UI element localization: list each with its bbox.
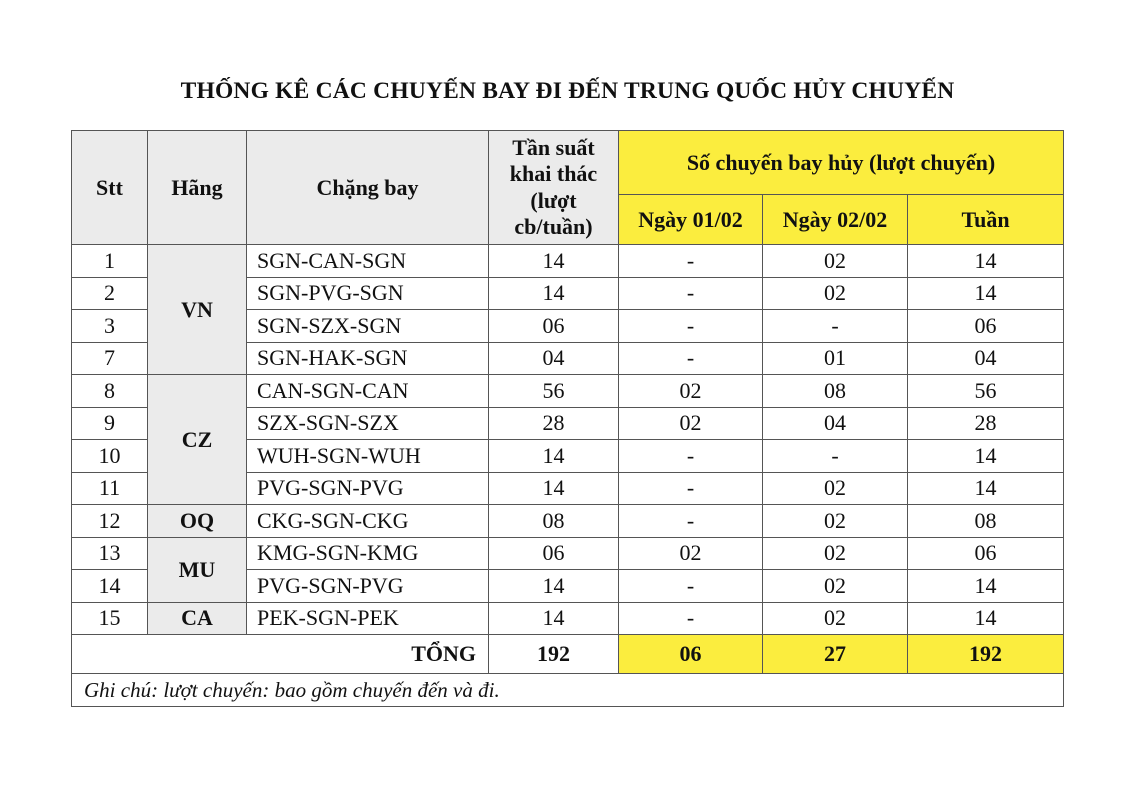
stt-header: Stt xyxy=(72,131,148,245)
stt-cell: 3 xyxy=(72,310,148,343)
route-cell: KMG-SGN-KMG xyxy=(247,537,489,570)
table-row xyxy=(72,245,1064,278)
day2-cell: 02 xyxy=(763,277,908,310)
day1-cell: - xyxy=(619,245,763,278)
note-text: Ghi chú: lượt chuyến: bao gồm chuyến đến và đi. xyxy=(72,674,1064,707)
day1-cell: - xyxy=(619,277,763,310)
day1-cell: - xyxy=(619,472,763,505)
route-header: Chặng bay xyxy=(247,131,489,245)
frequency-cell: 08 xyxy=(489,505,619,538)
day1-cell: - xyxy=(619,570,763,603)
route-cell: PVG-SGN-PVG xyxy=(247,570,489,603)
day2-cell: - xyxy=(763,440,908,473)
route-cell: SGN-PVG-SGN xyxy=(247,277,489,310)
table-row xyxy=(72,602,1064,635)
day1-cell: - xyxy=(619,602,763,635)
day1-header: Ngày 01/02 xyxy=(619,195,763,245)
week-header: Tuần xyxy=(908,195,1064,245)
airline-cell: CA xyxy=(148,602,247,635)
route-cell: SGN-SZX-SGN xyxy=(247,310,489,343)
total-row xyxy=(72,635,1064,674)
day1-cell: 02 xyxy=(619,375,763,408)
frequency-cell: 14 xyxy=(489,570,619,603)
week-cell: 56 xyxy=(908,375,1064,408)
day2-cell: 02 xyxy=(763,505,908,538)
day2-cell: 01 xyxy=(763,342,908,375)
table-row xyxy=(72,537,1064,570)
header-row xyxy=(72,131,1064,195)
total-frequency: 192 xyxy=(489,635,619,674)
frequency-cell: 14 xyxy=(489,472,619,505)
total-week: 192 xyxy=(908,635,1064,674)
frequency-cell: 14 xyxy=(489,602,619,635)
route-cell: SGN-CAN-SGN xyxy=(247,245,489,278)
week-cell: 06 xyxy=(908,310,1064,343)
stt-cell: 7 xyxy=(72,342,148,375)
week-cell: 14 xyxy=(908,602,1064,635)
week-cell: 14 xyxy=(908,245,1064,278)
frequency-header: Tần suất khai thác (lượt cb/tuần) xyxy=(489,131,619,245)
frequency-cell: 56 xyxy=(489,375,619,408)
airline-header: Hãng xyxy=(148,131,247,245)
total-day2: 27 xyxy=(763,635,908,674)
day2-cell: 02 xyxy=(763,570,908,603)
day1-cell: 02 xyxy=(619,537,763,570)
airline-cell: CZ xyxy=(148,375,247,505)
stt-cell: 2 xyxy=(72,277,148,310)
stt-cell: 1 xyxy=(72,245,148,278)
week-cell: 08 xyxy=(908,505,1064,538)
airline-cell: MU xyxy=(148,537,247,602)
stt-cell: 9 xyxy=(72,407,148,440)
week-cell: 14 xyxy=(908,440,1064,473)
frequency-cell: 14 xyxy=(489,440,619,473)
stt-cell: 14 xyxy=(72,570,148,603)
frequency-cell: 06 xyxy=(489,310,619,343)
day1-cell: - xyxy=(619,342,763,375)
note-row xyxy=(72,674,1064,707)
day1-cell: - xyxy=(619,505,763,538)
week-cell: 28 xyxy=(908,407,1064,440)
table-row xyxy=(72,375,1064,408)
week-cell: 14 xyxy=(908,277,1064,310)
week-cell: 14 xyxy=(908,570,1064,603)
day2-header: Ngày 02/02 xyxy=(763,195,908,245)
page-title: THỐNG KÊ CÁC CHUYẾN BAY ĐI ĐẾN TRUNG QUỐC HỦY CHUYẾN xyxy=(180,78,955,104)
day2-cell: 08 xyxy=(763,375,908,408)
route-cell: PEK-SGN-PEK xyxy=(247,602,489,635)
frequency-cell: 14 xyxy=(489,277,619,310)
day2-cell: 04 xyxy=(763,407,908,440)
route-cell: SGN-HAK-SGN xyxy=(247,342,489,375)
stt-cell: 13 xyxy=(72,537,148,570)
total-day1: 06 xyxy=(619,635,763,674)
stt-cell: 10 xyxy=(72,440,148,473)
frequency-cell: 28 xyxy=(489,407,619,440)
route-cell: SZX-SGN-SZX xyxy=(247,407,489,440)
table-row xyxy=(72,505,1064,538)
stt-cell: 11 xyxy=(72,472,148,505)
stt-cell: 12 xyxy=(72,505,148,538)
week-cell: 04 xyxy=(908,342,1064,375)
total-label: TỔNG xyxy=(72,635,489,674)
day2-cell: 02 xyxy=(763,537,908,570)
week-cell: 14 xyxy=(908,472,1064,505)
day1-cell: - xyxy=(619,440,763,473)
frequency-cell: 04 xyxy=(489,342,619,375)
route-cell: CAN-SGN-CAN xyxy=(247,375,489,408)
stt-cell: 8 xyxy=(72,375,148,408)
stt-cell: 15 xyxy=(72,602,148,635)
route-cell: WUH-SGN-WUH xyxy=(247,440,489,473)
cancelled-header: Số chuyến bay hủy (lượt chuyến) xyxy=(619,131,1064,195)
route-cell: PVG-SGN-PVG xyxy=(247,472,489,505)
frequency-cell: 06 xyxy=(489,537,619,570)
week-cell: 06 xyxy=(908,537,1064,570)
day1-cell: 02 xyxy=(619,407,763,440)
day2-cell: 02 xyxy=(763,472,908,505)
day2-cell: 02 xyxy=(763,245,908,278)
route-cell: CKG-SGN-CKG xyxy=(247,505,489,538)
day1-cell: - xyxy=(619,310,763,343)
airline-cell: VN xyxy=(148,245,247,375)
day2-cell: - xyxy=(763,310,908,343)
airline-cell: OQ xyxy=(148,505,247,538)
day2-cell: 02 xyxy=(763,602,908,635)
frequency-cell: 14 xyxy=(489,245,619,278)
cancelled-flights-table xyxy=(71,130,1064,707)
